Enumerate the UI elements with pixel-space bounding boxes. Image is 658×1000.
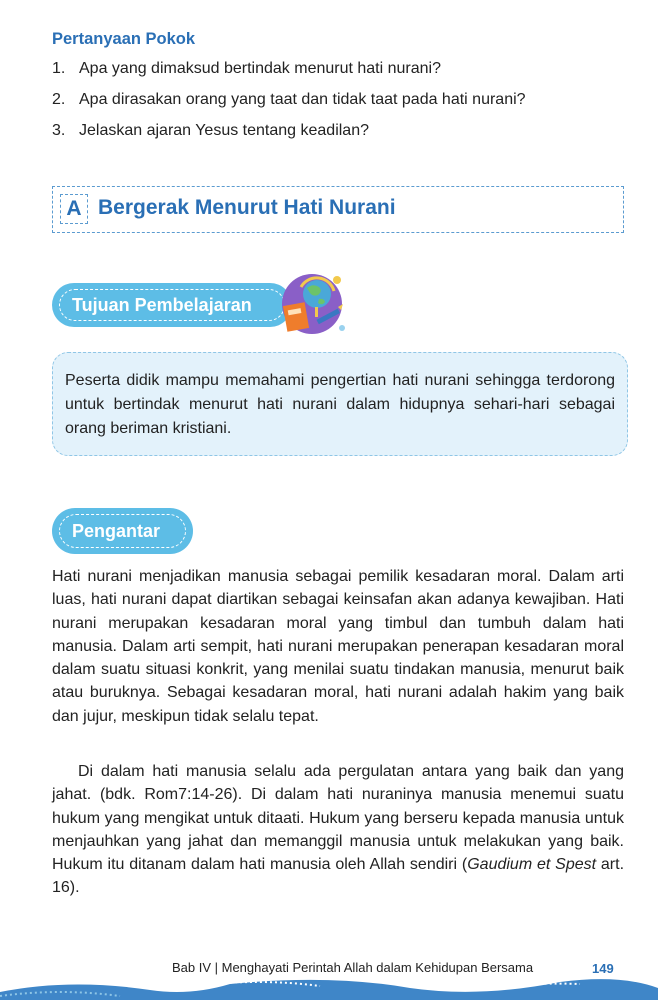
item-text: Apa dirasakan orang yang taat dan tidak taat pada hati nurani? (79, 91, 526, 108)
intro-paragraph-2 (52, 760, 624, 900)
document-title: Gaudium et Spest (467, 856, 597, 874)
questions-list (52, 56, 632, 149)
paragraph-text: Di dalam hati manusia selalu ada pergulatan antara yang baik dan yang jahat. (bdk. Rom7:14-26). Di dalam hati nuraninya manusia menemui suatu hukum yang mengikat untuk ditaati. Hukum yang berseru kepada manusia untuk menjauhkan yang jahat dan memanggil manusia untuk melakukan yang baik. Hukum itu ditanam dalam hati manusia oleh Allah sendiri ( (52, 763, 624, 874)
intro-paragraph-1: Hati nurani menjadikan manusia sebagai pemilik kesadaran moral. Dalam arti luas, hati nurani dapat diartikan sebagai keinsafan akan adanya kewajiban. Hati nurani merupakan kesadaran moral yang timbul dan tumbuh dalam hati manusia. Dalam arti sempit, hati nurani merupakan penerapan kesadaran moral dalam suatu situasi konkrit, yang menilai suatu tindakan manusia, menurut baik atau buruknya. Sebagai kesadaran moral, hati nurani adalah hakim yang baik dan jujur, meskipun tidak selalu tepat. (52, 568, 624, 725)
list-item (52, 87, 632, 113)
pengantar-label-pill (52, 508, 193, 554)
list-item (52, 118, 632, 144)
section-letter: A (60, 194, 88, 224)
item-number: 1. (52, 60, 66, 77)
globe-books-icon (276, 270, 348, 336)
list-item (52, 56, 632, 82)
learning-goal-text: Peserta didik mampu memahami pengertian hati nurani sehingga terdorong untuk bertindak menurut hati nurani dalam hidupnya sehari-hari sebagai orang beriman kristiani. (65, 372, 615, 437)
footer-wave-decoration (0, 978, 658, 1000)
section-title: Bergerak Menurut Hati Nurani (98, 196, 396, 219)
item-number: 3. (52, 122, 66, 139)
item-number: 2. (52, 91, 66, 108)
tujuan-label: Tujuan Pembelajaran (72, 294, 252, 315)
item-text: Apa yang dimaksud bertindak menurut hati nurani? (79, 60, 441, 77)
page-number: 149 (592, 961, 614, 976)
chapter-footer: Bab IV | Menghayati Perintah Allah dalam Kehidupan Bersama (172, 960, 534, 975)
section-heading-box (52, 186, 624, 233)
tujuan-label-pill (52, 283, 292, 327)
learning-goal-box (52, 352, 628, 456)
pengantar-label: Pengantar (72, 520, 161, 541)
questions-heading: Pertanyaan Pokok (52, 30, 196, 48)
paragraph-text-end: art. 16). (52, 856, 625, 897)
item-text: Jelaskan ajaran Yesus tentang keadilan? (79, 122, 369, 139)
